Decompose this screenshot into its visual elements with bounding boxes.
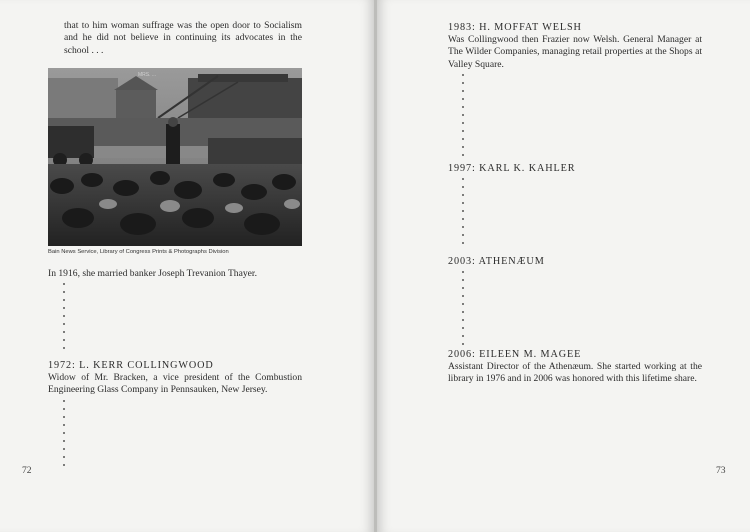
entry-heading: 2003: ATHENÆUM bbox=[448, 256, 545, 267]
entry-heading: 2006: EILEEN M. MAGEE bbox=[448, 349, 582, 360]
svg-text:MRS. ...: MRS. ... bbox=[138, 72, 157, 78]
dotted-connector bbox=[462, 271, 464, 351]
photo-caption: Bain News Service, Library of Congress Prints & Photographs Division bbox=[48, 249, 229, 255]
dotted-connector bbox=[63, 283, 65, 355]
page-number: 73 bbox=[716, 465, 726, 476]
entry-heading: 1972: L. KERR COLLINGWOOD bbox=[48, 360, 214, 371]
continued-paragraph: that to him woman suffrage was the open door to Socialism and he did not believe in continuing its advocates in the school . . . bbox=[64, 20, 302, 56]
married-sentence: In 1916, she married banker Joseph Trevanion Thayer. bbox=[48, 268, 257, 279]
dotted-connector bbox=[462, 74, 464, 162]
entry-text: Assistant Director of the Athenæum. She started working at the library in 1976 and in 2006 was honored with this lifetime share. bbox=[448, 361, 702, 385]
entry-heading: 1997: KARL K. KAHLER bbox=[448, 163, 576, 174]
left-page bbox=[0, 0, 374, 532]
entry-text: Widow of Mr. Bracken, a vice president of the Combustion Engineering Glass Company in Pennsauken, New Jersey. bbox=[48, 372, 302, 396]
entry-heading: 1983: H. MOFFAT WELSH bbox=[448, 22, 582, 33]
right-page bbox=[377, 0, 750, 532]
dotted-connector bbox=[63, 400, 65, 472]
dotted-connector bbox=[462, 178, 464, 250]
historical-photo bbox=[48, 68, 302, 246]
page-number: 72 bbox=[22, 465, 32, 476]
entry-text: Was Collingwood then Frazier now Welsh. General Manager at The Wilder Companies, managing retail properties at the Shops at Valley Square. bbox=[448, 34, 702, 70]
